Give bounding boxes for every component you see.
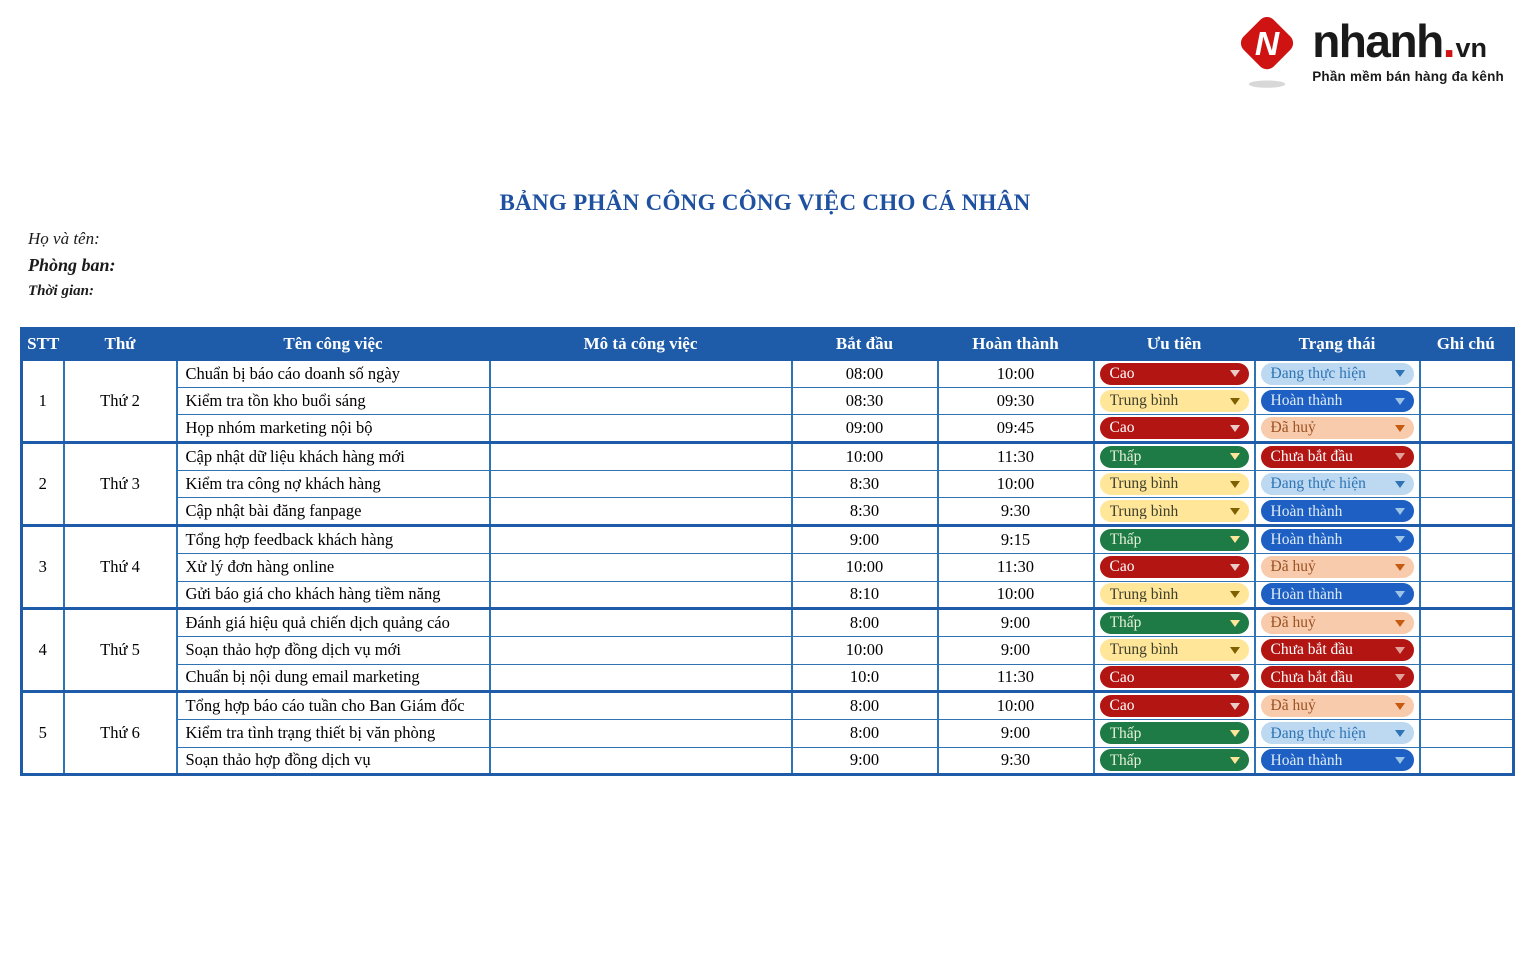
- dropdown-arrow-icon: [1395, 564, 1405, 571]
- task-desc-cell: [490, 692, 792, 720]
- priority-cell: [1094, 443, 1255, 471]
- task-desc-cell: [490, 636, 792, 664]
- nhanh-diamond-icon: [1230, 8, 1304, 90]
- column-header-4: Mô tả công việc: [490, 329, 792, 360]
- status-dropdown-label: Chưa bắt đầu: [1270, 669, 1353, 686]
- note-cell: [1420, 470, 1514, 498]
- status-dropdown[interactable]: [1261, 639, 1414, 661]
- stt-cell: 2: [22, 443, 64, 526]
- dropdown-arrow-icon: [1395, 647, 1405, 654]
- dropdown-arrow-icon: [1230, 425, 1240, 432]
- status-dropdown-label: Đã huỷ: [1270, 615, 1316, 631]
- status-dropdown-label: Hoàn thành: [1270, 586, 1343, 603]
- priority-cell: [1094, 747, 1255, 775]
- status-dropdown[interactable]: [1261, 722, 1414, 744]
- note-cell: [1420, 553, 1514, 581]
- dropdown-arrow-icon: [1230, 703, 1240, 710]
- time-label: Thời gian:: [28, 283, 94, 299]
- status-cell: [1255, 719, 1420, 747]
- priority-cell: [1094, 581, 1255, 609]
- assignment-table: [20, 327, 1515, 776]
- table-header-row: [22, 329, 1514, 360]
- brand-tagline: Phần mềm bán hàng đa kênh: [1312, 69, 1504, 84]
- status-dropdown-label: Chưa bắt đầu: [1270, 449, 1353, 465]
- start-time-cell: 8:00: [792, 692, 938, 720]
- note-cell: [1420, 526, 1514, 554]
- column-header-6: Hoàn thành: [938, 329, 1094, 360]
- status-dropdown-label: Hoàn thành: [1270, 752, 1343, 769]
- task-desc-cell: [490, 581, 792, 609]
- priority-dropdown[interactable]: [1100, 473, 1249, 495]
- priority-dropdown-label: Trung bình: [1109, 642, 1179, 658]
- end-time-cell: 09:30: [938, 387, 1094, 415]
- start-time-cell: 10:0: [792, 664, 938, 692]
- priority-dropdown[interactable]: [1100, 417, 1249, 439]
- dropdown-arrow-icon: [1230, 647, 1240, 654]
- note-cell: [1420, 747, 1514, 775]
- priority-dropdown-label: Trung bình: [1109, 476, 1179, 492]
- column-header-5: Bắt đầu: [792, 329, 938, 360]
- status-dropdown[interactable]: [1261, 529, 1414, 551]
- priority-cell: [1094, 692, 1255, 720]
- task-row: [22, 636, 1514, 664]
- priority-cell: [1094, 609, 1255, 637]
- end-time-cell: 11:30: [938, 443, 1094, 471]
- note-cell: [1420, 719, 1514, 747]
- dropdown-arrow-icon: [1395, 703, 1405, 710]
- start-time-cell: 9:00: [792, 526, 938, 554]
- note-cell: [1420, 415, 1514, 443]
- status-dropdown-label: Đã huỷ: [1270, 559, 1316, 575]
- task-row: [22, 498, 1514, 526]
- status-cell: [1255, 470, 1420, 498]
- dropdown-arrow-icon: [1230, 730, 1240, 737]
- task-row: [22, 719, 1514, 747]
- status-dropdown-label: Đang thực hiện: [1270, 725, 1366, 742]
- status-dropdown-label: Hoàn thành: [1270, 532, 1343, 548]
- dropdown-arrow-icon: [1230, 674, 1240, 681]
- status-dropdown-label: Đã huỷ: [1270, 698, 1316, 714]
- priority-cell: [1094, 470, 1255, 498]
- task-desc-cell: [490, 719, 792, 747]
- start-time-cell: 8:10: [792, 581, 938, 609]
- stt-cell: 4: [22, 609, 64, 692]
- priority-dropdown-label: Trung bình: [1109, 393, 1179, 409]
- note-cell: [1420, 581, 1514, 609]
- status-dropdown[interactable]: [1261, 583, 1414, 605]
- start-time-cell: 10:00: [792, 553, 938, 581]
- priority-dropdown[interactable]: [1100, 722, 1249, 744]
- task-row: [22, 470, 1514, 498]
- stt-cell: 3: [22, 526, 64, 609]
- dropdown-arrow-icon: [1395, 757, 1405, 764]
- task-name-cell: Soạn thảo hợp đồng dịch vụ mới: [177, 636, 490, 664]
- status-cell: [1255, 636, 1420, 664]
- end-time-cell: 09:45: [938, 415, 1094, 443]
- dropdown-arrow-icon: [1395, 453, 1405, 460]
- task-desc-cell: [490, 443, 792, 471]
- end-time-cell: 9:30: [938, 747, 1094, 775]
- status-dropdown-label: Hoàn thành: [1270, 503, 1343, 520]
- priority-dropdown[interactable]: [1100, 749, 1249, 771]
- status-cell: [1255, 553, 1420, 581]
- priority-cell: [1094, 498, 1255, 526]
- priority-dropdown[interactable]: [1100, 500, 1249, 522]
- priority-dropdown-label: Cao: [1109, 366, 1135, 382]
- dropdown-arrow-icon: [1395, 425, 1405, 432]
- dropdown-arrow-icon: [1395, 674, 1405, 681]
- start-time-cell: 9:00: [792, 747, 938, 775]
- task-name-cell: Gửi báo giá cho khách hàng tiềm năng: [177, 581, 490, 609]
- status-cell: [1255, 360, 1420, 388]
- day-cell: Thứ 5: [64, 609, 177, 692]
- task-row: [22, 553, 1514, 581]
- status-dropdown[interactable]: [1261, 749, 1414, 771]
- priority-dropdown[interactable]: [1100, 390, 1249, 412]
- status-cell: [1255, 581, 1420, 609]
- column-header-2: Thứ: [64, 329, 177, 360]
- brand-name: nhanh: [1312, 15, 1443, 67]
- status-cell: [1255, 387, 1420, 415]
- task-row: [22, 664, 1514, 692]
- dropdown-arrow-icon: [1230, 398, 1240, 405]
- stt-cell: 1: [22, 360, 64, 443]
- task-desc-cell: [490, 553, 792, 581]
- task-name-cell: Kiểm tra công nợ khách hàng: [177, 470, 490, 498]
- task-desc-cell: [490, 526, 792, 554]
- status-cell: [1255, 664, 1420, 692]
- task-name-cell: Cập nhật bài đăng fanpage: [177, 498, 490, 526]
- priority-cell: [1094, 719, 1255, 747]
- status-dropdown[interactable]: [1261, 500, 1414, 522]
- task-desc-cell: [490, 609, 792, 637]
- dropdown-arrow-icon: [1395, 398, 1405, 405]
- dropdown-arrow-icon: [1230, 508, 1240, 515]
- note-cell: [1420, 443, 1514, 471]
- note-cell: [1420, 498, 1514, 526]
- priority-cell: [1094, 553, 1255, 581]
- priority-dropdown[interactable]: [1100, 666, 1249, 688]
- task-name-cell: Tổng hợp feedback khách hàng: [177, 526, 490, 554]
- start-time-cell: 8:30: [792, 498, 938, 526]
- end-time-cell: 11:30: [938, 553, 1094, 581]
- dropdown-arrow-icon: [1395, 730, 1405, 737]
- start-time-cell: 09:00: [792, 415, 938, 443]
- brand-tld: vn: [1455, 33, 1487, 63]
- dropdown-arrow-icon: [1395, 536, 1405, 543]
- task-row: [22, 360, 1514, 388]
- end-time-cell: 10:00: [938, 581, 1094, 609]
- column-header-3: Tên công việc: [177, 329, 490, 360]
- priority-dropdown-label: Trung bình: [1109, 586, 1179, 603]
- dropdown-arrow-icon: [1230, 481, 1240, 488]
- status-dropdown[interactable]: [1261, 473, 1414, 495]
- task-desc-cell: [490, 415, 792, 443]
- task-name-cell: Đánh giá hiệu quả chiến dịch quảng cáo: [177, 609, 490, 637]
- note-cell: [1420, 664, 1514, 692]
- status-cell: [1255, 747, 1420, 775]
- priority-dropdown-label: Cao: [1109, 698, 1135, 714]
- status-dropdown-label: Đang thực hiện: [1270, 476, 1366, 492]
- dropdown-arrow-icon: [1395, 591, 1405, 598]
- note-cell: [1420, 692, 1514, 720]
- task-name-cell: Cập nhật dữ liệu khách hàng mới: [177, 443, 490, 471]
- task-name-cell: Kiểm tra tồn kho buổi sáng: [177, 387, 490, 415]
- nhanh-logo: [1230, 8, 1504, 90]
- task-name-cell: Xử lý đơn hàng online: [177, 553, 490, 581]
- task-name-cell: Chuẩn bị nội dung email marketing: [177, 664, 490, 692]
- end-time-cell: 10:00: [938, 692, 1094, 720]
- task-name-cell: Họp nhóm marketing nội bộ: [177, 415, 490, 443]
- status-cell: [1255, 692, 1420, 720]
- start-time-cell: 08:00: [792, 360, 938, 388]
- dropdown-arrow-icon: [1230, 536, 1240, 543]
- priority-dropdown[interactable]: [1100, 695, 1249, 717]
- status-dropdown-label: Hoàn thành: [1270, 393, 1343, 409]
- task-name-cell: Kiểm tra tình trạng thiết bị văn phòng: [177, 719, 490, 747]
- task-desc-cell: [490, 387, 792, 415]
- status-dropdown[interactable]: [1261, 556, 1414, 578]
- dropdown-arrow-icon: [1230, 620, 1240, 627]
- priority-dropdown-label: Thấp: [1109, 752, 1142, 769]
- task-row: [22, 526, 1514, 554]
- day-cell: Thứ 4: [64, 526, 177, 609]
- priority-dropdown[interactable]: [1100, 363, 1249, 385]
- end-time-cell: 10:00: [938, 470, 1094, 498]
- task-row: [22, 443, 1514, 471]
- day-cell: Thứ 2: [64, 360, 177, 443]
- priority-cell: [1094, 526, 1255, 554]
- day-cell: Thứ 3: [64, 443, 177, 526]
- column-header-1: STT: [22, 329, 64, 360]
- status-dropdown[interactable]: [1261, 695, 1414, 717]
- task-desc-cell: [490, 360, 792, 388]
- note-cell: [1420, 387, 1514, 415]
- start-time-cell: 10:00: [792, 636, 938, 664]
- task-row: [22, 692, 1514, 720]
- dropdown-arrow-icon: [1230, 370, 1240, 377]
- start-time-cell: 8:00: [792, 609, 938, 637]
- status-dropdown[interactable]: [1261, 390, 1414, 412]
- start-time-cell: 8:30: [792, 470, 938, 498]
- name-label: Họ và tên:: [28, 229, 100, 248]
- priority-cell: [1094, 360, 1255, 388]
- priority-dropdown[interactable]: [1100, 529, 1249, 551]
- status-dropdown[interactable]: [1261, 363, 1414, 385]
- priority-dropdown-label: Cao: [1109, 559, 1135, 575]
- end-time-cell: 9:15: [938, 526, 1094, 554]
- task-name-cell: Chuẩn bị báo cáo doanh số ngày: [177, 360, 490, 388]
- status-dropdown-label: Đang thực hiện: [1270, 366, 1366, 382]
- task-desc-cell: [490, 747, 792, 775]
- status-dropdown[interactable]: [1261, 612, 1414, 634]
- task-desc-cell: [490, 470, 792, 498]
- info-block: [28, 230, 116, 299]
- end-time-cell: 9:00: [938, 609, 1094, 637]
- dropdown-arrow-icon: [1230, 757, 1240, 764]
- status-dropdown[interactable]: [1261, 417, 1414, 439]
- dropdown-arrow-icon: [1395, 620, 1405, 627]
- dropdown-arrow-icon: [1230, 591, 1240, 598]
- priority-dropdown-label: Cao: [1109, 669, 1135, 686]
- note-cell: [1420, 360, 1514, 388]
- priority-cell: [1094, 636, 1255, 664]
- task-name-cell: Tổng hợp báo cáo tuần cho Ban Giám đốc: [177, 692, 490, 720]
- status-cell: [1255, 498, 1420, 526]
- task-desc-cell: [490, 498, 792, 526]
- dropdown-arrow-icon: [1395, 370, 1405, 377]
- status-cell: [1255, 526, 1420, 554]
- task-row: [22, 415, 1514, 443]
- status-cell: [1255, 415, 1420, 443]
- priority-dropdown-label: Cao: [1109, 420, 1135, 436]
- day-cell: Thứ 6: [64, 692, 177, 775]
- end-time-cell: 10:00: [938, 360, 1094, 388]
- brand-dot: .: [1442, 15, 1456, 67]
- start-time-cell: 10:00: [792, 443, 938, 471]
- column-header-8: Trạng thái: [1255, 329, 1420, 360]
- task-row: [22, 581, 1514, 609]
- task-desc-cell: [490, 664, 792, 692]
- column-header-7: Ưu tiên: [1094, 329, 1255, 360]
- end-time-cell: 9:00: [938, 719, 1094, 747]
- priority-cell: [1094, 415, 1255, 443]
- task-name-cell: Soạn thảo hợp đồng dịch vụ: [177, 747, 490, 775]
- svg-text:N: N: [1255, 25, 1280, 63]
- priority-dropdown-label: Thấp: [1109, 725, 1142, 742]
- task-row: [22, 609, 1514, 637]
- start-time-cell: 08:30: [792, 387, 938, 415]
- priority-cell: [1094, 387, 1255, 415]
- priority-dropdown[interactable]: [1100, 446, 1249, 468]
- page-title: BẢNG PHÂN CÔNG CÔNG VIỆC CHO CÁ NHÂN: [499, 190, 1031, 215]
- start-time-cell: 8:00: [792, 719, 938, 747]
- end-time-cell: 9:30: [938, 498, 1094, 526]
- dropdown-arrow-icon: [1230, 453, 1240, 460]
- dropdown-arrow-icon: [1230, 564, 1240, 571]
- status-cell: [1255, 443, 1420, 471]
- note-cell: [1420, 609, 1514, 637]
- status-dropdown[interactable]: [1261, 446, 1414, 468]
- note-cell: [1420, 636, 1514, 664]
- dropdown-arrow-icon: [1395, 508, 1405, 515]
- priority-dropdown-label: Trung bình: [1109, 503, 1179, 520]
- end-time-cell: 9:00: [938, 636, 1094, 664]
- priority-dropdown[interactable]: [1100, 612, 1249, 634]
- priority-dropdown-label: Thấp: [1109, 449, 1142, 465]
- end-time-cell: 11:30: [938, 664, 1094, 692]
- status-dropdown-label: Chưa bắt đầu: [1270, 642, 1353, 658]
- priority-dropdown-label: Thấp: [1109, 532, 1142, 548]
- task-row: [22, 387, 1514, 415]
- priority-cell: [1094, 664, 1255, 692]
- status-cell: [1255, 609, 1420, 637]
- priority-dropdown[interactable]: [1100, 583, 1249, 605]
- status-dropdown-label: Đã huỷ: [1270, 420, 1316, 436]
- status-dropdown[interactable]: [1261, 666, 1414, 688]
- brand-wordmark: [1312, 15, 1504, 67]
- department-label: Phòng ban:: [28, 255, 116, 275]
- dropdown-arrow-icon: [1395, 481, 1405, 488]
- task-row: [22, 747, 1514, 775]
- priority-dropdown[interactable]: [1100, 556, 1249, 578]
- stt-cell: 5: [22, 692, 64, 775]
- priority-dropdown[interactable]: [1100, 639, 1249, 661]
- priority-dropdown-label: Thấp: [1109, 615, 1142, 631]
- column-header-9: Ghi chú: [1420, 329, 1514, 360]
